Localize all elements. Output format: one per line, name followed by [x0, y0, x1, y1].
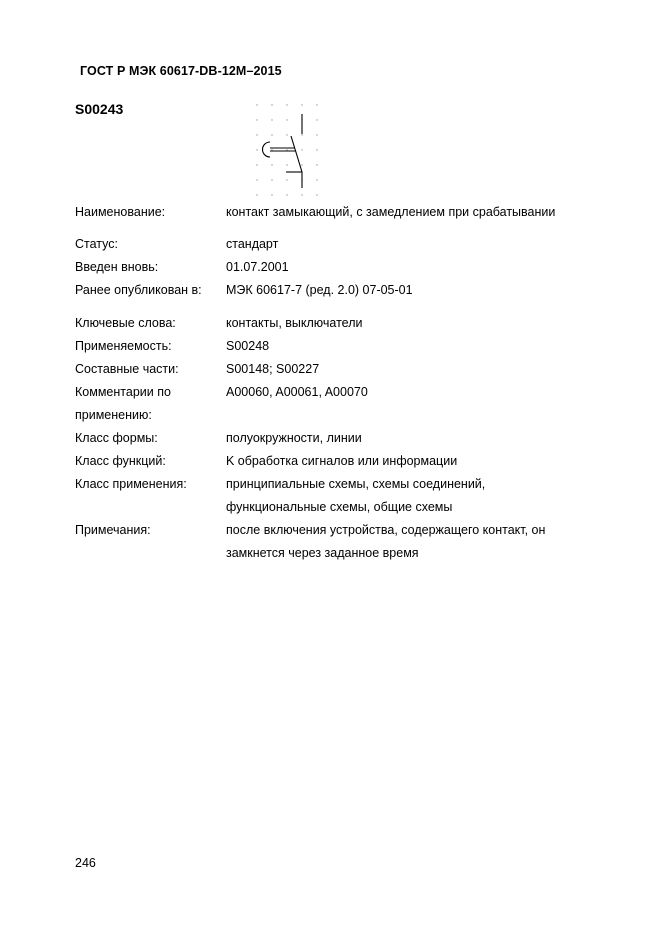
- field-label: Примечания:: [75, 523, 151, 537]
- field-value: после включения устройства, содержащего контакт, он: [226, 523, 546, 537]
- field-label: Класс применения:: [75, 477, 187, 491]
- field-label: Класс формы:: [75, 431, 158, 445]
- field-value: A00060, A00061, A00070: [226, 385, 368, 399]
- field-value: принципиальные схемы, схемы соединений,: [226, 477, 486, 491]
- field-value: 01.07.2001: [226, 260, 289, 274]
- field-label: Ключевые слова:: [75, 316, 176, 330]
- field-label: Составные части:: [75, 362, 179, 376]
- field-value: контакт замыкающий, с замедлением при срабатывании: [226, 205, 556, 219]
- field-label: Класс функций:: [75, 454, 166, 468]
- field-label: Введен вновь:: [75, 260, 159, 274]
- field-label: Наименование:: [75, 205, 166, 219]
- symbol-code: S00243: [75, 101, 124, 117]
- delayed-make-contact-symbol-icon: [250, 100, 324, 200]
- field-value: S00248: [226, 339, 270, 353]
- field-value: стандарт: [226, 237, 279, 251]
- field-value: замкнется через заданное время: [226, 546, 419, 560]
- field-value: контакты, выключатели: [226, 316, 363, 330]
- field-label: Комментарии по: [75, 385, 171, 399]
- field-value: полуокружности, линии: [226, 431, 362, 445]
- symbol-grid-dots: [256, 104, 317, 195]
- field-value: S00148; S00227: [226, 362, 320, 376]
- field-value: функциональные схемы, общие схемы: [226, 500, 453, 514]
- field-label: Ранее опубликован в:: [75, 283, 202, 297]
- field-value: K обработка сигналов или информации: [226, 454, 458, 468]
- page-number: 246: [75, 856, 96, 870]
- field-value: МЭК 60617-7 (ред. 2.0) 07-05-01: [226, 283, 413, 297]
- field-label: применению:: [75, 408, 152, 422]
- document-header: ГОСТ Р МЭК 60617-DB-12M–2015: [80, 64, 282, 78]
- field-label: Применяемость:: [75, 339, 172, 353]
- field-label: Статус:: [75, 237, 118, 251]
